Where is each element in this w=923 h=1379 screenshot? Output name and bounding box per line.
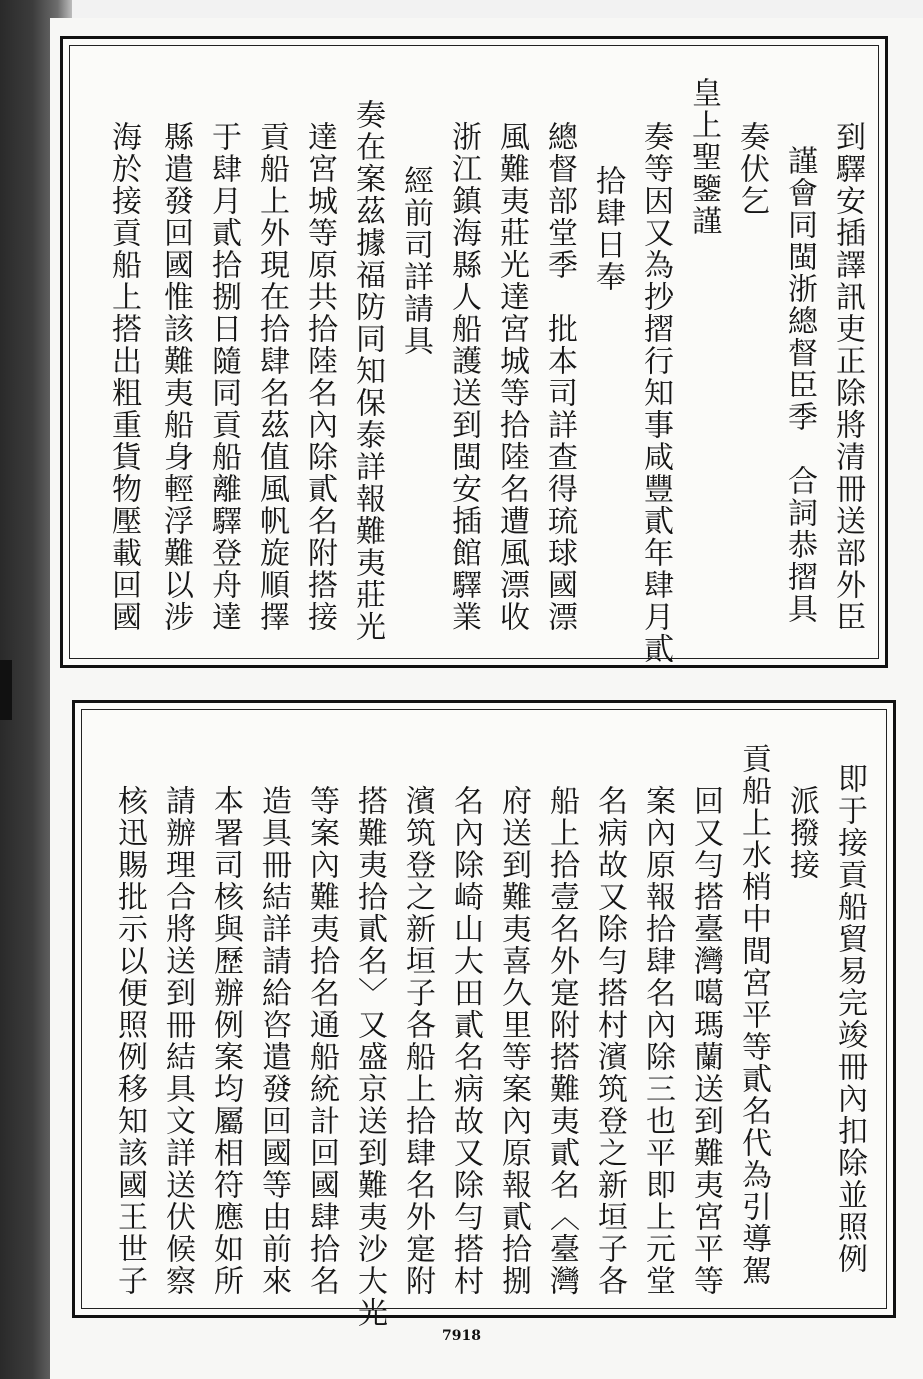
text-column: 風難夷莊光達宮城等拾陸名遭風漂收: [494, 121, 529, 633]
text-column: 造具冊結詳請給咨遣發回國等由前來: [256, 785, 291, 1297]
text-column: 奏等因又為抄摺行知事咸豐貳年肆月貳: [638, 121, 673, 665]
text-column: 名病故又除勻搭村濱筑登之新垣子各: [592, 785, 627, 1297]
text-column: 貢船上外現在拾肆名茲值風帆旋順擇: [254, 121, 289, 633]
text-column: 浙江鎮海縣人船護送到閩安插館驛業: [446, 121, 481, 633]
text-column: 請辦理合將送到冊結具文詳送伏候察: [160, 785, 195, 1297]
text-column: 名內除崎山大田貳名病故又除勻搭村: [448, 785, 483, 1297]
text-column: 拾肆日奉: [590, 165, 625, 293]
text-column: 貢船上水梢中間宮平等貳名代為引導駕: [736, 743, 771, 1287]
text-column: 總督部堂季 批本司詳查得琉球國漂: [542, 121, 577, 633]
text-column: 謹會同閩浙總督臣季 合詞恭摺具: [782, 145, 817, 625]
text-column: 奏伏乞: [734, 121, 769, 217]
bottom-document-panel: [72, 700, 896, 1329]
text-column: 案內原報拾肆名內除三也平即上元堂: [640, 785, 675, 1297]
text-column: 船上拾壹名外寔附搭難夷貳名〈臺灣: [544, 785, 579, 1297]
binding-edge: [0, 660, 12, 720]
text-column: 皇上聖鑒謹: [686, 77, 721, 237]
text-column: 回又勻搭臺灣噶瑪蘭送到難夷宮平等: [688, 785, 723, 1297]
text-column: 經前司詳請具: [398, 165, 433, 357]
text-column: 奏在案茲據福防同知保泰詳報難夷莊光: [350, 99, 385, 643]
text-column: 于肆月貳拾捌日隨同貢船離驛登舟達: [206, 121, 241, 633]
top-document-panel: [60, 36, 888, 668]
text-column: 即于接貢船貿易完竣冊內扣除並照例: [832, 763, 867, 1275]
text-column: 搭難夷拾貳名〉又盛京送到難夷沙大光: [352, 785, 387, 1329]
text-column: 等案內難夷拾名通船統計回國肆拾名: [304, 785, 339, 1297]
text-column: 縣遣發回國惟該難夷船身輕浮難以涉: [158, 121, 193, 633]
page-number: 7918: [442, 1328, 481, 1344]
text-column: 府送到難夷喜久里等案內原報貳拾捌: [496, 785, 531, 1297]
text-column: 海於接貢船上搭出粗重貨物壓載回國: [106, 121, 141, 633]
text-column: 到驛安插譯訊吏正除將清冊送部外臣: [830, 121, 865, 633]
text-column: 達宮城等原共拾陸名內除貳名附搭接: [302, 121, 337, 633]
text-column: 濱筑登之新垣子各船上拾肆名外寔附: [400, 785, 435, 1297]
text-column: 核迅賜批示以便照例移知該國王世子: [112, 785, 147, 1297]
text-column: 本署司核與歷辦例案均屬相符應如所: [208, 785, 243, 1297]
text-column: 派撥接: [784, 785, 819, 881]
